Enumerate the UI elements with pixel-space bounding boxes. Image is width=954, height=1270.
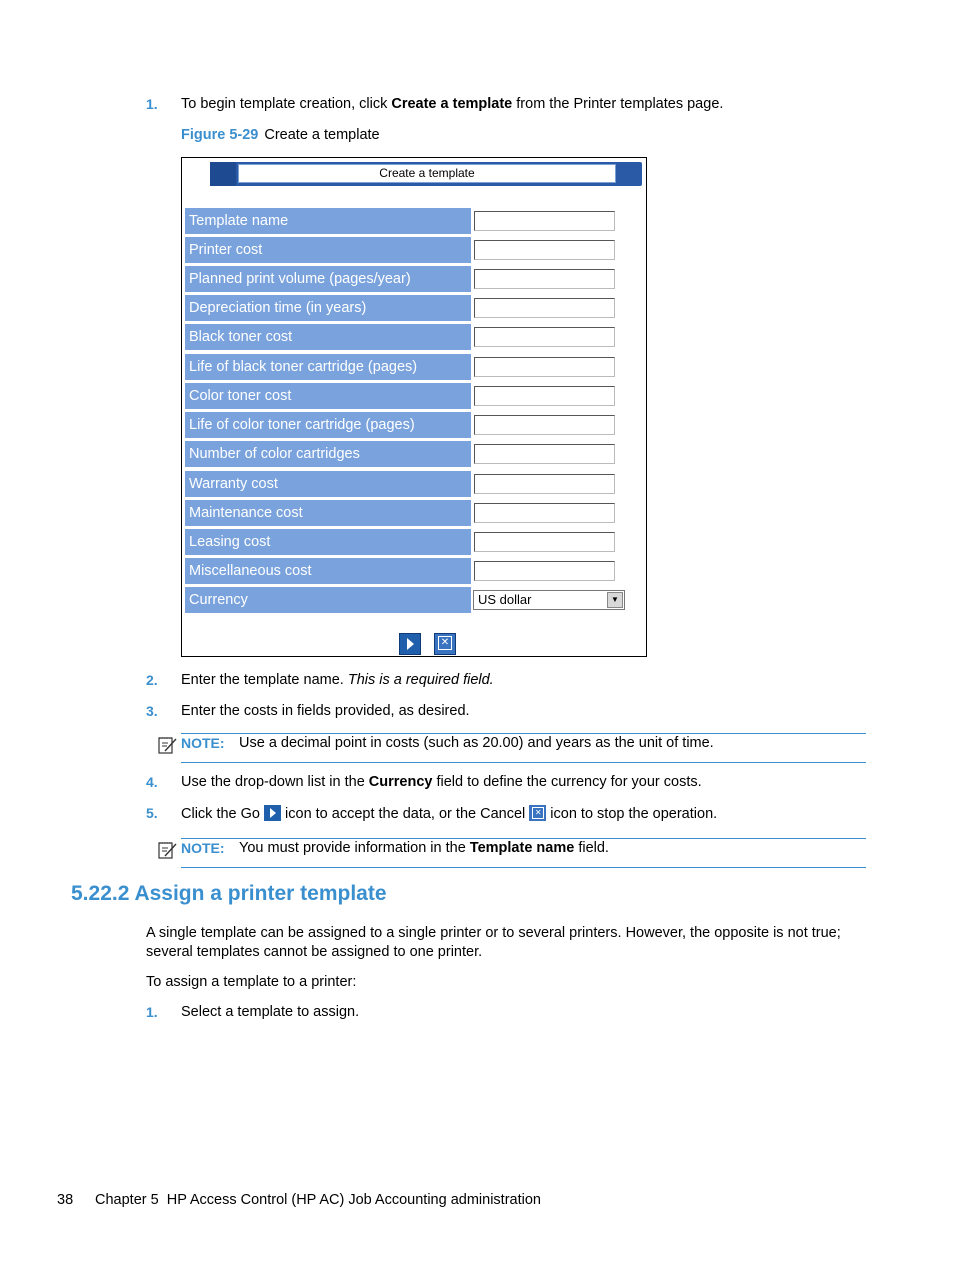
page-number: 38: [57, 1192, 74, 1208]
form-label: Color toner cost: [189, 388, 292, 404]
form-row-printer-cost: [185, 237, 471, 263]
step-text: [181, 96, 723, 112]
black-toner-life-input[interactable]: [474, 357, 615, 377]
form-label: Life of color toner cartridge (pages): [189, 417, 415, 433]
step-number: 1.: [146, 96, 158, 112]
color-toner-life-input[interactable]: [474, 415, 615, 435]
form-label: Black toner cost: [189, 329, 293, 345]
chevron-down-icon[interactable]: ▼: [607, 592, 623, 608]
step-text: [181, 672, 494, 688]
step-number: 1.: [146, 1004, 158, 1020]
form-row-print-volume: [185, 266, 471, 292]
print-volume-input[interactable]: [474, 269, 615, 289]
form-header-title: Create a template: [238, 164, 616, 183]
figure-caption: [181, 127, 380, 143]
warranty-cost-input[interactable]: [474, 474, 615, 494]
form-row-leasing-cost: [185, 529, 471, 555]
note-label: NOTE:: [181, 735, 225, 751]
note-text-bold: Template name: [469, 840, 575, 856]
note-label: NOTE:: [181, 840, 225, 856]
form-label: Currency: [189, 592, 248, 608]
section-heading: 5.22.2 Assign a printer template: [71, 882, 387, 905]
go-icon: [264, 805, 281, 821]
form-row-depreciation: [185, 295, 471, 321]
cancel-button[interactable]: [434, 633, 456, 655]
note-icon: [157, 735, 177, 755]
step-text: [181, 774, 702, 790]
printer-cost-input[interactable]: [474, 240, 615, 260]
step-number: 3.: [146, 703, 158, 719]
note-text: [239, 840, 609, 856]
form-row-warranty-cost: [185, 471, 471, 497]
misc-cost-input[interactable]: [474, 561, 615, 581]
step-text-pre: Click the Go: [181, 806, 264, 822]
leasing-cost-input[interactable]: [474, 532, 615, 552]
note-text-post: field.: [574, 840, 609, 856]
paragraph: A single template can be assigned to a single printer or to several printers. However, the opposite is not true; several templates cannot be assigned to one printer.: [146, 925, 841, 960]
form-header-bar: [210, 162, 642, 186]
color-toner-cost-input[interactable]: [474, 386, 615, 406]
form-label: Warranty cost: [189, 476, 278, 492]
paragraph: To assign a template to a printer:: [146, 974, 357, 990]
step-number: 5.: [146, 805, 158, 821]
step-text: Enter the costs in fields provided, as desired.: [181, 703, 470, 719]
form-label: Printer cost: [189, 242, 263, 258]
form-row-black-toner-cost: [185, 324, 471, 350]
form-label: Depreciation time (in years): [189, 300, 367, 316]
form-label: Number of color cartridges: [189, 446, 360, 462]
form-row-maintenance-cost: [185, 500, 471, 526]
step-text-post: icon to stop the operation.: [546, 806, 718, 822]
currency-value: US dollar: [478, 592, 532, 607]
step-text: Select a template to assign.: [181, 1004, 360, 1020]
form-row-currency: [185, 587, 471, 613]
color-cartridges-input[interactable]: [474, 444, 615, 464]
note-text-pre: You must provide information in the: [239, 840, 470, 856]
header-bar-cap: [210, 162, 236, 186]
form-label: Template name: [189, 213, 289, 229]
currency-select[interactable]: [473, 590, 625, 610]
note-box: [181, 838, 866, 868]
form-row-color-toner-cost: [185, 383, 471, 409]
form-row-color-toner-life: [185, 412, 471, 438]
step-text: [181, 805, 717, 822]
step-text-italic: This is a required field.: [347, 672, 494, 688]
step-number: 2.: [146, 672, 158, 688]
step-text-mid: icon to accept the data, or the Cancel: [281, 806, 530, 822]
note-box: [181, 733, 866, 763]
step-text-pre: Use the drop-down list in the: [181, 774, 369, 790]
form-label: Miscellaneous cost: [189, 563, 312, 579]
step-text-bold: Create a template: [391, 96, 513, 112]
form-label: Maintenance cost: [189, 505, 303, 521]
form-row-misc-cost: [185, 558, 471, 584]
create-template-screenshot: [181, 157, 647, 657]
form-row-template-name: [185, 208, 471, 234]
form-label: Planned print volume (pages/year): [189, 271, 411, 287]
form-label: Life of black toner cartridge (pages): [189, 359, 418, 375]
step-text-bold: Currency: [368, 774, 433, 790]
form-row-color-cartridges: [185, 441, 471, 467]
chapter-title: Chapter 5 HP Access Control (HP AC) Job Accounting administration: [95, 1192, 541, 1208]
figure-label: Figure 5-29: [181, 127, 259, 143]
note-icon: [157, 840, 177, 860]
depreciation-input[interactable]: [474, 298, 615, 318]
figure-title: Create a template: [264, 127, 380, 143]
step-text-post: field to define the currency for your costs.: [432, 774, 702, 790]
step-text-post: from the Printer templates page.: [512, 96, 724, 112]
form-label: Leasing cost: [189, 534, 271, 550]
template-name-input[interactable]: [474, 211, 615, 231]
black-toner-cost-input[interactable]: [474, 327, 615, 347]
step-text-main: Enter the template name.: [181, 672, 348, 688]
step-number: 4.: [146, 774, 158, 790]
step-text-pre: To begin template creation, click: [181, 96, 392, 112]
cancel-icon: [529, 805, 546, 821]
go-button[interactable]: [399, 633, 421, 655]
form-row-black-toner-life: [185, 354, 471, 380]
note-text: Use a decimal point in costs (such as 20.00) and years as the unit of time.: [239, 735, 714, 751]
maintenance-cost-input[interactable]: [474, 503, 615, 523]
